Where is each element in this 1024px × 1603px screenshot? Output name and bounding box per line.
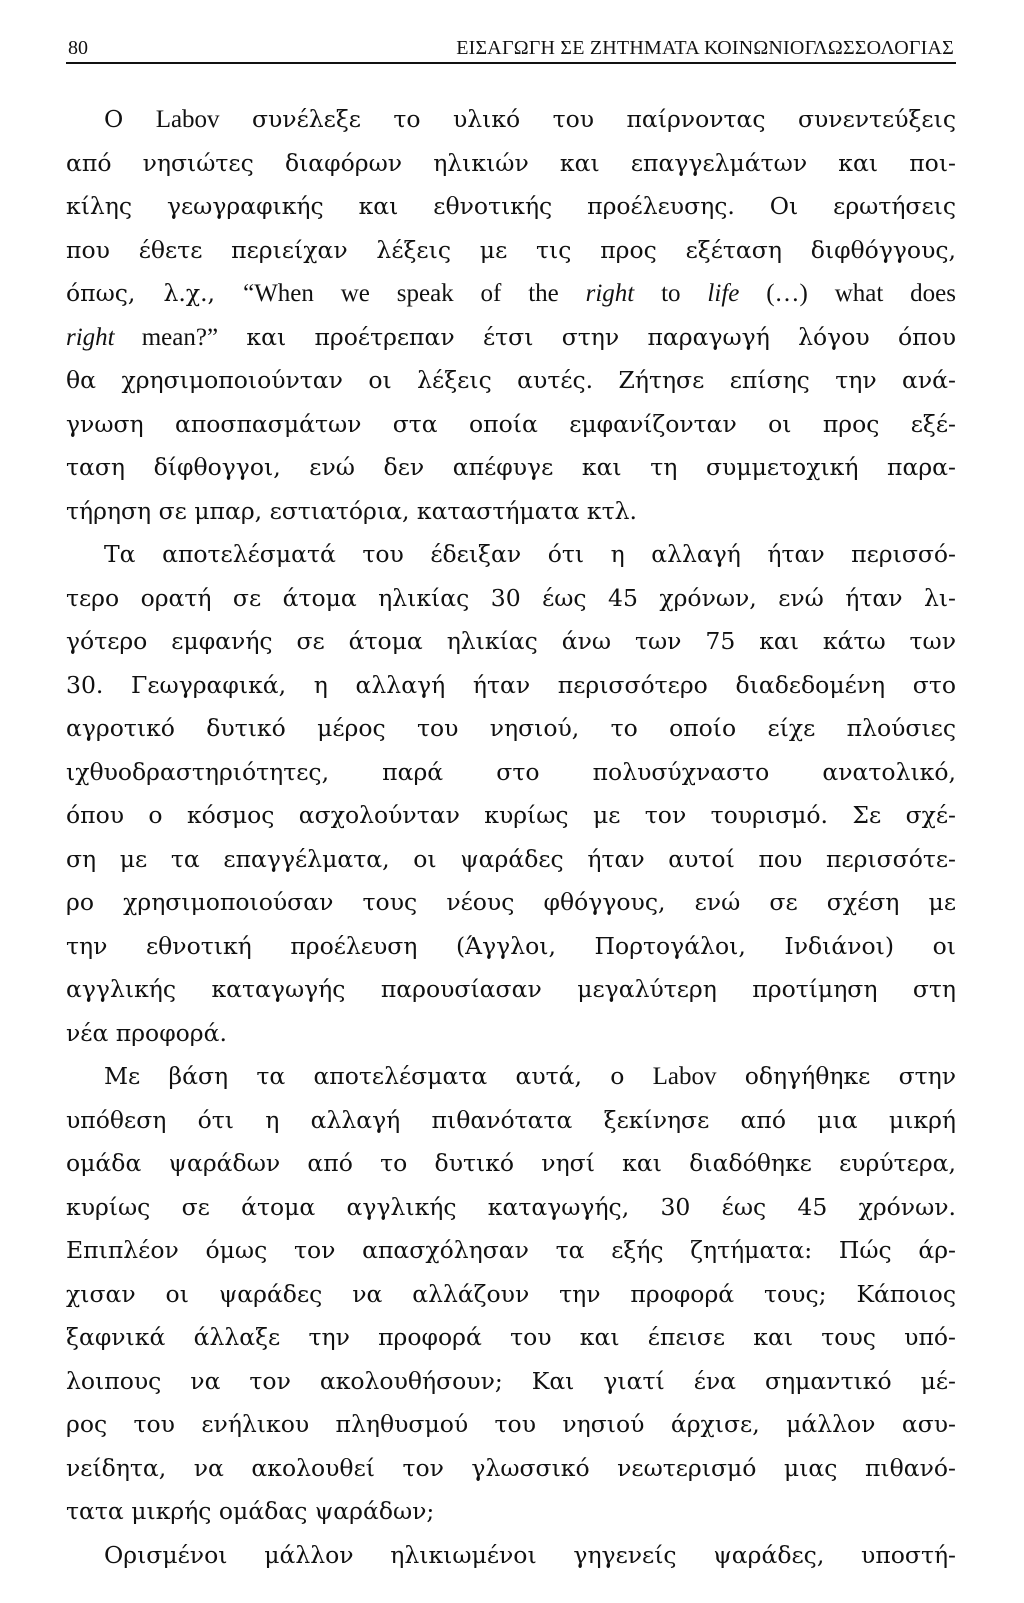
text-line: υπόθεση ότι η αλλαγή πιθανότατα ξεκίνησε από μια μικρή [66,1105,956,1134]
text-line: νέα προφορά. [66,1018,227,1047]
text-line: από νησιώτες διαφόρων ηλικιών και επαγγελμάτων και ποι- [66,148,956,177]
text-line: Ο Labov συνέλεξε το υλικό του παίρνοντας συνεντεύξεις [104,105,956,133]
author-name: Labov [652,1063,717,1090]
text-line: ρος του ενήλικου πληθυσμού του νησιού άρχισε, μάλλον ασυ- [66,1410,956,1438]
english-quote: mean?” [114,323,219,351]
text-line: κίλης γεωγραφικής και εθνοτικής προέλευσης. Οι ερωτήσεις [66,192,956,220]
text-line: χισαν οι ψαράδες να αλλάζουν την προφορά τους; Κάποιος [66,1279,956,1308]
body-text [66,98,956,1577]
english-quote-italic: right [66,323,115,351]
page-number: 80 [68,37,88,59]
text-line: νείδητα, να ακολουθεί τον γλωσσικό νεωτερισμό μιας πιθανό- [66,1453,956,1482]
text-line: ομάδα ψαράδων από το δυτικό νησί και διαδόθηκε ευρύτερα, [66,1149,956,1177]
text-line: λοιπους να τον ακολουθήσουν; Και γιατί ένα σημαντικό μέ- [66,1366,956,1395]
text-line: όπως, λ.χ., “When we speak of the right to life (…) what does [66,279,956,307]
text-line: την εθνοτική προέλευση (Άγγλοι, Πορτογάλοι, Ινδιάνοι) οι [66,931,956,960]
text-line: Με βάση τα αποτελέσματα αυτά, ο Labov οδηγήθηκε στην [104,1062,956,1090]
text-line: Επιπλέον όμως τον απασχόλησαν τα εξής ζητήματα: Πώς άρ- [66,1236,956,1264]
text-line: γότερο εμφανής σε άτομα ηλικίας άνω των 75 και κάτω των [66,627,956,655]
text-line: τατα μικρής ομάδας ψαράδων; [66,1497,435,1525]
text-line: Τα αποτελέσματά του έδειξαν ότι η αλλαγή ήταν περισσό- [104,540,956,568]
text-line: ταση δίφθογγοι, ενώ δεν απέφυγε και τη συμμετοχική παρα- [66,453,956,481]
author-name: Labov [155,106,220,133]
text-line: 30. Γεωγραφικά, η αλλαγή ήταν περισσότερο διαδεδομένη στο [66,670,956,699]
text-line: ρο χρησιμοποιούσαν τους νέους φθόγγους, ενώ σε σχέση με [66,888,956,916]
text-line: όπου ο κόσμος ασχολούνταν κυρίως με τον τουρισμό. Σε σχέ- [66,801,956,829]
text-line: τήρηση σε μπαρ, εστιατόρια, καταστήματα κτλ. [66,496,637,525]
text-line: ξαφνικά άλλαξε την προφορά του και έπεισε και τους υπό- [66,1323,956,1351]
text-line: γνωση αποσπασμάτων στα οποία εμφανίζονταν οι προς εξέ- [66,409,956,438]
page-header [66,36,956,64]
text-line: αγγλικής καταγωγής παρουσίασαν μεγαλύτερη προτίμηση στη [66,975,956,1003]
text-line: right mean?” και προέτρεπαν έτσι στην παραγωγή λόγου όπου [66,322,956,351]
text-line: Ορισμένοι μάλλον ηλικιωμένοι γηγενείς ψαράδες, υποστή- [104,1540,956,1569]
text-line: τερο ορατή σε άτομα ηλικίας 30 έως 45 χρόνων, ενώ ήταν λι- [66,583,956,612]
text-line: θα χρησιμοποιούνταν οι λέξεις αυτές. Ζήτησε επίσης την ανά- [66,366,956,394]
text-line: ση με τα επαγγέλματα, οι ψαράδες ήταν αυτοί που περισσότε- [66,844,956,873]
text-line: αγροτικό δυτικό μέρος του νησιού, το οποίο είχε πλούσιες [66,714,956,742]
text-line: κυρίως σε άτομα αγγλικής καταγωγής, 30 έως 45 χρόνων. [66,1192,956,1221]
running-title: ΕΙΣΑΓΩΓΗ ΣΕ ΖΗΤΗΜΑΤΑ ΚΟΙΝΩΝΙΟΓΛΩΣΣΟΛΟΓΙΑΣ [456,37,954,59]
text-line: ιχθυοδραστηριότητες, παρά στο πολυσύχναστο ανατολικό, [66,757,956,786]
text-line: που έθετε περιείχαν λέξεις με τις προς εξέταση διφθόγγους, [66,235,956,264]
english-quote-italic: right [585,280,635,307]
english-quote: “When we speak of the [243,280,586,307]
